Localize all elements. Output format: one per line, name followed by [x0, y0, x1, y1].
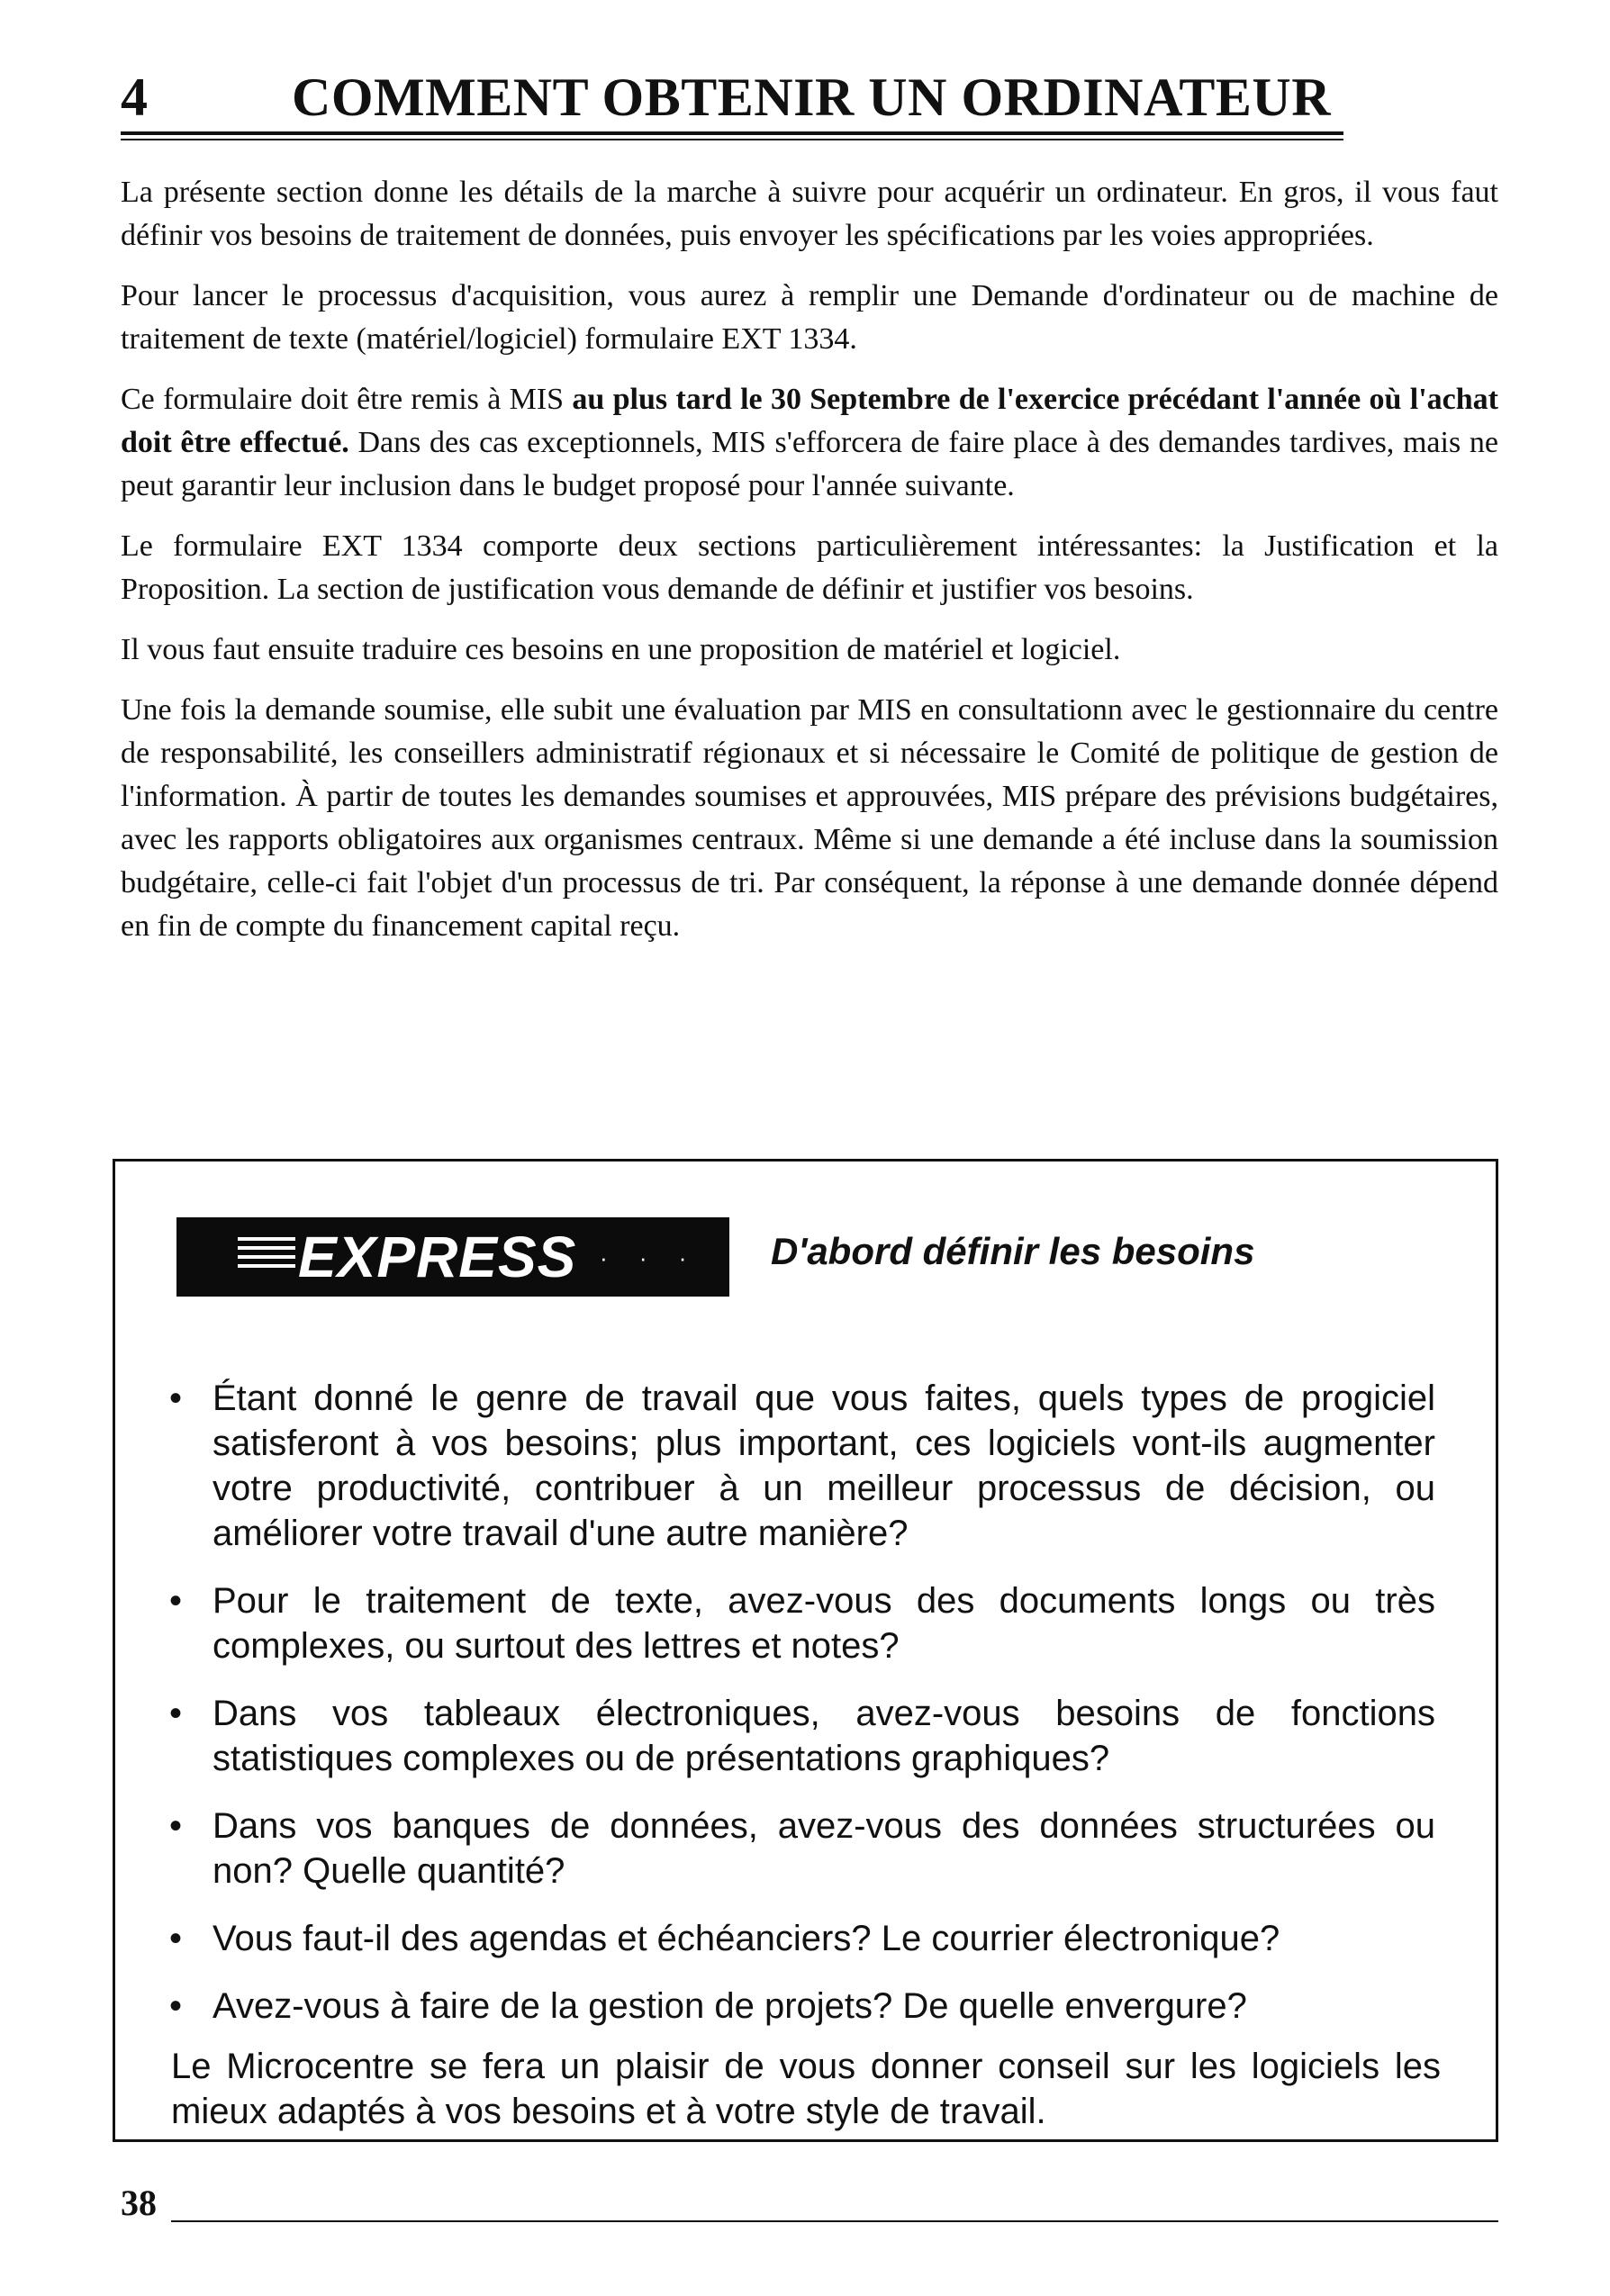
list-item	[169, 1916, 1435, 1961]
express-banner	[176, 1217, 729, 1297]
list-item-text: Étant donné le genre de travail que vous faites, quels types de progiciel satisferont à vos besoins; plus important, ces logiciels vont-ils augmenter votre productivité, contribuer à un meilleur processus de décision, ou améliorer votre travail d'une autre manière?	[213, 1379, 1435, 1553]
paragraph-deadline	[121, 378, 1498, 508]
header-rule-thick	[121, 131, 1343, 135]
list-item	[169, 1578, 1435, 1668]
bullet-icon: •	[169, 1919, 183, 1958]
list-item-text: Vous faut-il des agendas et échéanciers? Le courrier électronique?	[213, 1919, 1280, 1958]
bullet-icon: •	[169, 1986, 183, 2026]
deadline-bold: au plus tard le 30 Septembre de l'exercice précédant l'année où l'achat doit être effectué.	[121, 383, 1498, 459]
speed-lines-icon	[238, 1237, 295, 1277]
list-item	[169, 1803, 1435, 1894]
chapter-title: COMMENT OBTENIR UN ORDINATEUR	[292, 68, 1332, 127]
footer-rule	[171, 2220, 1498, 2222]
paragraph-translate-needs: Il vous faut ensuite traduire ces besoins en une proposition de matériel et logiciel.	[121, 633, 1121, 666]
bullet-icon: •	[169, 1694, 183, 1733]
body-text	[121, 171, 1498, 965]
express-label: EXPRESS	[298, 1225, 577, 1289]
bullet-icon: •	[169, 1581, 183, 1621]
deadline-prefix: Ce formulaire doit être remis à MIS	[121, 383, 573, 416]
list-item	[169, 1691, 1435, 1781]
page-number: 38	[121, 2183, 157, 2223]
chapter-header	[121, 63, 1343, 140]
dots-decoration-icon: · · ·	[600, 1244, 700, 1271]
header-rule-thin	[121, 139, 1343, 140]
list-item	[169, 1376, 1435, 1556]
paragraph-evaluation: Une fois la demande soumise, elle subit une évaluation par MIS en consultationn avec le gestionnaire du centre de responsabilité, les conseillers administratif régionaux et si nécessaire le Comité de politique de gestion de l'information. À partir de toutes les demandes soumises et approuvées, MIS prépare des prévisions budgétaires, avec les rapports obligatoires aux organismes centraux. Même si une demande a été incluse dans la soumission budgétaire, celle-ci fait l'objet d'un processus de tri. Par conséquent, la réponse à une demande donnée dépend en fin de compte du financement capital reçu.	[121, 693, 1498, 943]
page-footer	[121, 2179, 1498, 2233]
paragraph-intro: La présente section donne les détails de la marche à suivre pour acquérir un ordinateur. En gros, il vous faut définir vos besoins de traitement de données, puis envoyer les spécifications par les voies appropriées.	[121, 176, 1498, 252]
list-item-text: Avez-vous à faire de la gestion de projets? De quelle envergure?	[213, 1986, 1247, 2026]
bullet-icon: •	[169, 1379, 183, 1418]
paragraph-process: Pour lancer le processus d'acquisition, vous aurez à remplir une Demande d'ordinateur ou de machine de traitement de texte (matériel/logiciel) formulaire EXT 1334.	[121, 279, 1498, 356]
express-box	[113, 1159, 1498, 2142]
express-subtitle: D'abord définir les besoins	[771, 1230, 1255, 1272]
needs-checklist	[169, 1376, 1435, 2051]
list-item	[169, 1984, 1435, 2029]
express-closing: Le Microcentre se fera un plaisir de vous donner conseil sur les logiciels les mieux adaptés à vos besoins et à votre style de travail.	[171, 2047, 1441, 2131]
bullet-icon: •	[169, 1806, 183, 1846]
list-item-text: Dans vos tableaux électroniques, avez-vous besoins de fonctions statistiques complexes ou de présentations graphiques?	[213, 1694, 1435, 1778]
deadline-suffix: Dans des cas exceptionnels, MIS s'efforcera de faire place à des demandes tardives, mais ne peut garantir leur inclusion dans le budget proposé pour l'année suivante.	[121, 426, 1498, 502]
list-item-text: Pour le traitement de texte, avez-vous des documents longs ou très complexes, ou surtout des lettres et notes?	[213, 1581, 1435, 1666]
chapter-number: 4	[121, 68, 148, 127]
list-item-text: Dans vos banques de données, avez-vous des données structurées ou non? Quelle quantité?	[213, 1806, 1435, 1891]
paragraph-form-sections: Le formulaire EXT 1334 comporte deux sections particulièrement intéressantes: la Justification et la Proposition. La section de justification vous demande de définir et justifier vos besoins.	[121, 529, 1498, 606]
